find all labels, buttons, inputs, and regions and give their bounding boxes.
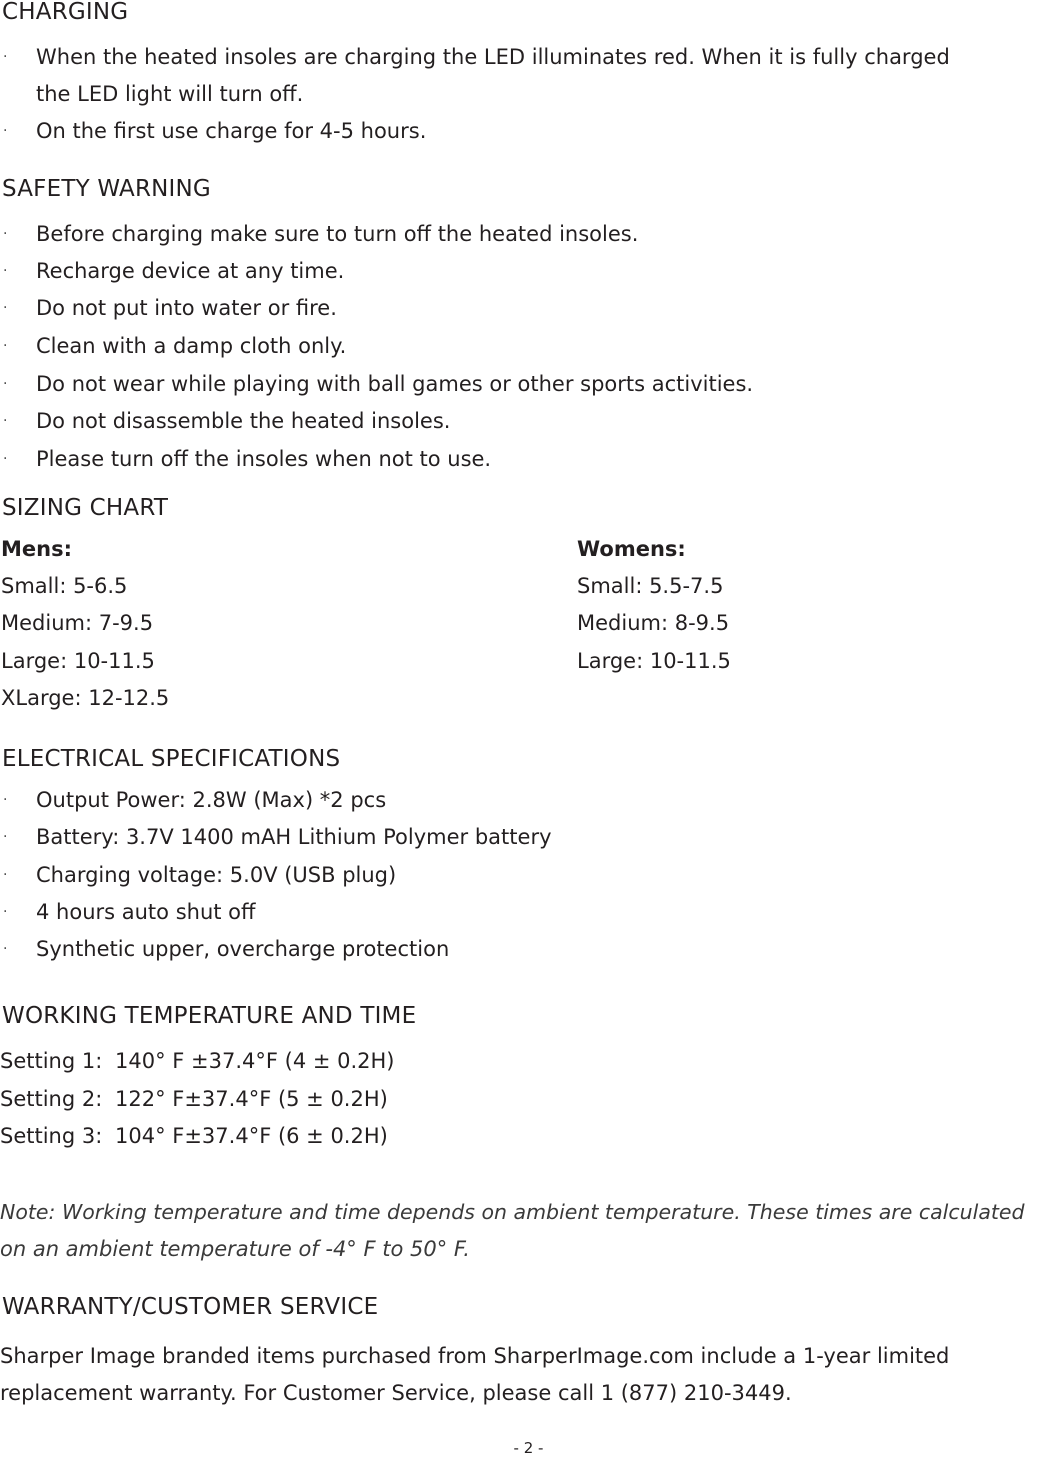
setting-1-label: Setting 1: bbox=[0, 1049, 103, 1073]
mens-size: XLarge: 12-12.5 bbox=[1, 686, 170, 710]
bullet-icon: · bbox=[3, 867, 8, 883]
setting-1-value: 140° F ±37.4°F (4 ± 0.2H) bbox=[115, 1049, 395, 1073]
charging-bullet-1-continuation: the LED light will turn off. bbox=[36, 82, 304, 106]
mens-size: Large: 10-11.5 bbox=[1, 649, 155, 673]
safety-heading: SAFETY WARNING bbox=[2, 176, 211, 202]
bullet-icon: · bbox=[3, 792, 8, 808]
bullet-text: Clean with a damp cloth only. bbox=[36, 334, 347, 358]
bullet-text: Please turn off the insoles when not to use. bbox=[36, 447, 492, 471]
bullet-icon: · bbox=[3, 338, 8, 354]
mens-label: Mens: bbox=[1, 537, 72, 561]
page-number: - 2 - bbox=[513, 1439, 544, 1457]
warranty-text-line-2: replacement warranty. For Customer Service, please call 1 (877) 210-3449. bbox=[0, 1381, 792, 1405]
setting-3-label: Setting 3: bbox=[0, 1124, 103, 1148]
warranty-heading: WARRANTY/CUSTOMER SERVICE bbox=[2, 1294, 379, 1320]
bullet-icon: · bbox=[3, 49, 8, 65]
womens-size: Medium: 8-9.5 bbox=[577, 611, 730, 635]
bullet-text: Charging voltage: 5.0V (USB plug) bbox=[36, 863, 397, 887]
bullet-text: 4 hours auto shut off bbox=[36, 900, 256, 924]
bullet-icon: · bbox=[3, 226, 8, 242]
bullet-text: Recharge device at any time. bbox=[36, 259, 345, 283]
womens-size: Large: 10-11.5 bbox=[577, 649, 731, 673]
bullet-text: Do not disassemble the heated insoles. bbox=[36, 409, 451, 433]
setting-2-value: 122° F±37.4°F (5 ± 0.2H) bbox=[115, 1087, 388, 1111]
bullet-text: Do not put into water or fire. bbox=[36, 296, 337, 320]
bullet-text: Output Power: 2.8W (Max) *2 pcs bbox=[36, 788, 387, 812]
bullet-icon: · bbox=[3, 451, 8, 467]
mens-size: Medium: 7-9.5 bbox=[1, 611, 154, 635]
sizing-heading: SIZING CHART bbox=[2, 495, 169, 521]
setting-2-label: Setting 2: bbox=[0, 1087, 103, 1111]
womens-size: Small: 5.5-7.5 bbox=[577, 574, 724, 598]
bullet-text: Battery: 3.7V 1400 mAH Lithium Polymer battery bbox=[36, 825, 552, 849]
charging-heading: CHARGING bbox=[2, 0, 129, 25]
bullet-text: On the first use charge for 4-5 hours. bbox=[36, 119, 427, 143]
bullet-icon: · bbox=[3, 123, 8, 139]
womens-label: Womens: bbox=[577, 537, 686, 561]
bullet-icon: · bbox=[3, 829, 8, 845]
setting-3-value: 104° F±37.4°F (6 ± 0.2H) bbox=[115, 1124, 388, 1148]
bullet-icon: · bbox=[3, 263, 8, 279]
working-heading: WORKING TEMPERATURE AND TIME bbox=[2, 1003, 417, 1029]
bullet-icon: · bbox=[3, 376, 8, 392]
electrical-heading: ELECTRICAL SPECIFICATIONS bbox=[2, 746, 341, 772]
warranty-text-line-1: Sharper Image branded items purchased from SharperImage.com include a 1-year limited bbox=[0, 1344, 950, 1368]
bullet-icon: · bbox=[3, 941, 8, 957]
note-line-1: Note: Working temperature and time depends on ambient temperature. These times are calculated bbox=[0, 1200, 1025, 1224]
bullet-text: Do not wear while playing with ball games or other sports activities. bbox=[36, 372, 754, 396]
mens-size: Small: 5-6.5 bbox=[1, 574, 128, 598]
bullet-text: Synthetic upper, overcharge protection bbox=[36, 937, 450, 961]
bullet-icon: · bbox=[3, 904, 8, 920]
bullet-icon: · bbox=[3, 413, 8, 429]
note-line-2: on an ambient temperature of -4° F to 50° F. bbox=[0, 1237, 470, 1261]
bullet-icon: · bbox=[3, 300, 8, 316]
bullet-text: Before charging make sure to turn off the heated insoles. bbox=[36, 222, 639, 246]
bullet-text: When the heated insoles are charging the LED illuminates red. When it is fully charged bbox=[36, 45, 950, 69]
